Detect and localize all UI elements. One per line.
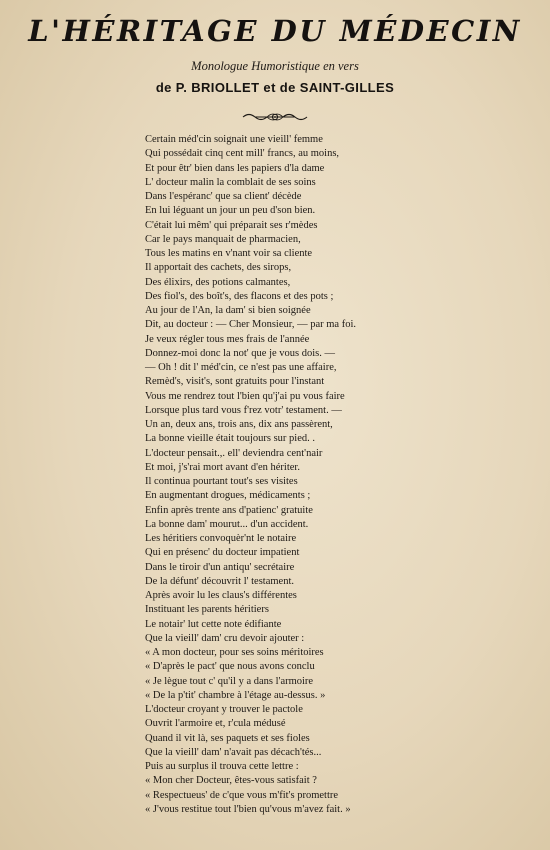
poem-line: L'docteur pensait.,. ell' deviendra cent'nair [145,447,323,459]
poem-line: Tous les matins en v'nant voir sa cliente [145,248,313,259]
poem-line: Vous me rendrez tout l'bien qu'j'ai pu vous faire [145,390,345,402]
poem-line: Remèd's, visit's, sont gratuits pour l'instant [145,376,325,388]
poem-line: Les héritiers convoquèr'nt le notaire [145,533,297,544]
poem-line: Après avoir lu les claus's différentes [145,590,297,601]
document-title: L'HÉRITAGE DU MÉDECIN [28,14,522,48]
poem-line: Lorsque plus tard vous f'rez votr' testament. — [145,404,342,416]
document-authors: de P. BRIOLLET et de SAINT-GILLES [155,80,395,95]
poem-line: En lui léguant un jour un peu d'son bien. [145,205,316,217]
poem-line: C'était lui mêm' qui préparait ses r'mèdes [145,219,318,231]
poem-line: Ouvrit l'armoire et, r'cula médusé [145,718,286,730]
poem-line: De la défunt' découvrit l' testament. [145,575,294,587]
poem-line: Dans l'espéranc' que sa client' décède [145,191,302,202]
poem-line: En augmentant drogues, médicaments ; [145,490,311,502]
poem-line: Et pour êtr' bien dans les papiers d'la dame [145,162,325,174]
poem-line: La bonne dam' mourut... d'un accident. [145,518,309,530]
poem-line: « A mon docteur, pour ses soins méritoires [145,647,324,658]
poem-line: Un an, deux ans, trois ans, dix ans passèrent, [145,419,333,430]
poem-line: Qui possédait cinq cent mill' francs, au moins, [145,148,340,160]
poem-text [145,133,545,817]
poem-line: « Mon cher Docteur, êtes-vous satisfait ? [145,775,317,787]
poem-line: Des élixirs, des potions calmantes, [145,276,291,288]
poem-line: Que la vieill' dam' cru devoir ajouter : [145,632,305,644]
poem-line: Car le pays manquait de pharmacien, [145,233,301,245]
poem-line: Enfin après trente ans d'patienc' gratuite [145,504,313,516]
poem-line: Dit, au docteur : — Cher Monsieur, — par ma foi. [145,319,356,331]
poem-line: Instituant les parents héritiers [145,604,269,616]
poem-line: Que la vieill' dam' n'avait pas décach'tés... [145,746,322,758]
poem-line: Et moi, j's'rai mort avant d'en hériter. [145,461,300,473]
poem-line: Je veux régler tous mes frais de l'année [145,333,310,345]
poem-line: « Je lègue tout c' qu'il y a dans l'armoire [145,675,314,687]
poem-line: Le notair' lut cette note édifiante [145,618,282,630]
poem-line: Il continua pourtant tout's ses visites [145,476,298,487]
poem-line: Quand il vit là, ses paquets et ses fioles [145,732,310,744]
poem-line: — Oh ! dit l' méd'cin, ce n'est pas une affaire, [145,362,337,373]
poem-line: Au jour de l'An, la dam' si bien soignée [145,305,311,316]
poem-line: « J'vous restitue tout l'bien qu'vous m'avez fait. » [145,803,351,815]
poem-line: La bonne vieille était toujours sur pied. . [145,433,315,445]
document-subtitle: Monologue Humoristique en vers [191,59,359,73]
decorative-flourish-icon [241,110,309,124]
poem-line: Certain méd'cin soignait une vieill' femme [145,134,323,145]
poem-line: Des fiol's, des boît's, des flacons et des pots ; [145,290,334,302]
poem-line: L'docteur croyant y trouver le pactole [145,704,303,715]
poem-line: Qui en présenc' du docteur impatient [145,547,300,559]
poem-line: « D'après le pact' que nous avons conclu [145,661,315,673]
poem-line: Donnez-moi donc la not' que je vous dois. — [145,347,335,359]
poem-line: Dans le tiroir d'un antiqu' secrétaire [145,561,295,573]
poem-line: Il apportait des cachets, des sirops, [145,262,292,274]
poem-line: « Respectueus' de c'que vous m'fit's promettre [145,789,339,801]
poem-line: Puis au surplus il trouva cette lettre : [145,761,299,772]
poem-line: « De la p'tit' chambre à l'étage au-dessus. » [145,689,326,701]
poem-line: L' docteur malin la comblait de ses soins [145,176,316,188]
